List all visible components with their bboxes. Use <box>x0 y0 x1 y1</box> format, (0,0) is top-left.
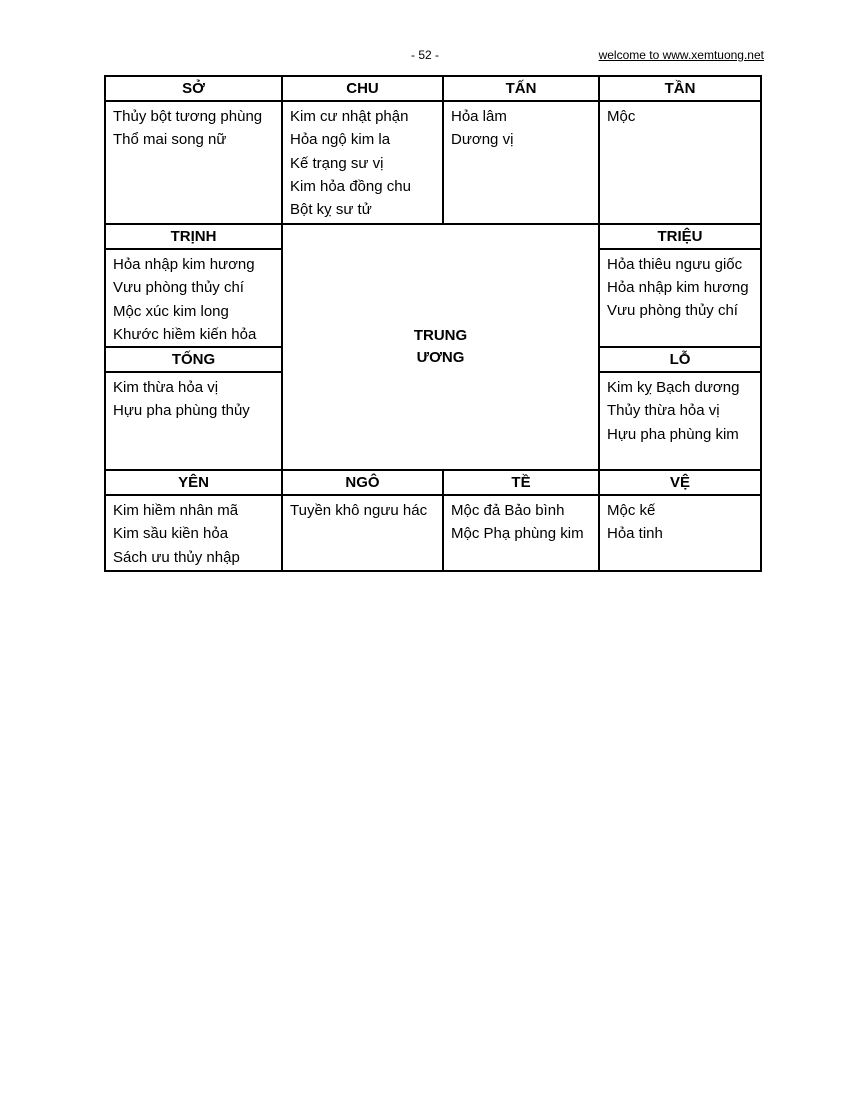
list-item: Hựu pha phùng kim <box>607 425 739 443</box>
list-item: Mộc xúc kim long <box>113 302 229 320</box>
region-cell-so <box>105 101 282 224</box>
region-header-tan: TẤN <box>443 76 599 101</box>
region-header-ve: VỆ <box>599 470 761 495</box>
list-item: Hỏa tinh <box>607 525 663 543</box>
site-link[interactable]: welcome to www.xemtuong.net <box>598 48 764 62</box>
list-item: Bột kỵ sư tử <box>290 201 372 219</box>
region-header-trieu: TRIỆU <box>599 224 761 249</box>
list-item: Hỏa lâm <box>451 108 507 125</box>
list-item: Kim thừa hỏa vị <box>113 379 219 397</box>
region-header-yen: YÊN <box>105 470 282 495</box>
center-label: ƯƠNG <box>416 349 465 367</box>
list-item: Kim cư nhật phận <box>290 108 409 125</box>
list-item: Hỏa ngộ kim la <box>290 131 391 149</box>
region-cell-tong <box>105 372 282 470</box>
list-item: Mộc <box>607 108 636 125</box>
list-item: Hỏa nhập kim hương <box>113 256 255 273</box>
list-item: Dương vị <box>451 131 514 149</box>
region-cell-yen <box>105 495 282 571</box>
center-label: TRUNG <box>413 327 468 345</box>
list-item: Mộc Phạ phùng kim <box>451 525 584 543</box>
list-item: Hựu pha phùng thủy <box>113 402 250 420</box>
region-cell-ngo <box>282 495 443 571</box>
region-cell-trieu <box>599 249 761 347</box>
list-item: Mộc đả Bảo bình <box>451 502 565 520</box>
list-item: Tuyền khô ngưu hác <box>290 502 428 520</box>
region-cell-trinh <box>105 249 282 347</box>
region-header-te: TỀ <box>443 470 599 495</box>
region-cell-tan <box>443 101 599 224</box>
region-header-tan2: TẦN <box>599 76 761 101</box>
region-header-tong: TỐNG <box>105 347 282 372</box>
region-header-trinh: TRỊNH <box>105 224 282 249</box>
list-item: Kim sầu kiền hỏa <box>113 525 229 543</box>
region-header-so: SỞ <box>105 76 282 101</box>
list-item: Khước hiềm kiến hỏa <box>113 325 257 343</box>
center-cell <box>282 224 599 470</box>
list-item: Kế trạng sư vị <box>290 154 384 172</box>
list-item: Thổ mai song nữ <box>113 131 227 149</box>
region-cell-lo <box>599 372 761 470</box>
list-item: Kim hỏa đồng chu <box>290 177 411 195</box>
list-item: Vưu phòng thủy chí <box>607 302 738 319</box>
list-item: Thủy thừa hỏa vị <box>607 402 720 420</box>
list-item: Hỏa nhập kim hương <box>607 279 749 296</box>
list-item: Thủy bột tương phùng <box>113 108 263 125</box>
list-item: Hỏa thiêu ngưu giốc <box>607 256 743 273</box>
region-cell-tan2 <box>599 101 761 224</box>
region-cell-te <box>443 495 599 571</box>
list-item: Kim hiềm nhân mã <box>113 502 239 520</box>
region-table <box>104 75 762 572</box>
region-header-lo: LỖ <box>599 347 761 372</box>
region-cell-ve <box>599 495 761 571</box>
list-item: Kim kỵ Bạch dương <box>607 379 740 397</box>
list-item: Mộc kế <box>607 502 656 520</box>
region-cell-chu <box>282 101 443 224</box>
region-header-ngo: NGÔ <box>282 470 443 495</box>
list-item: Sách ưu thủy nhập <box>113 548 240 566</box>
list-item: Vưu phòng thủy chí <box>113 279 244 297</box>
page-number: - 52 - <box>410 48 439 62</box>
region-header-chu: CHU <box>282 76 443 101</box>
